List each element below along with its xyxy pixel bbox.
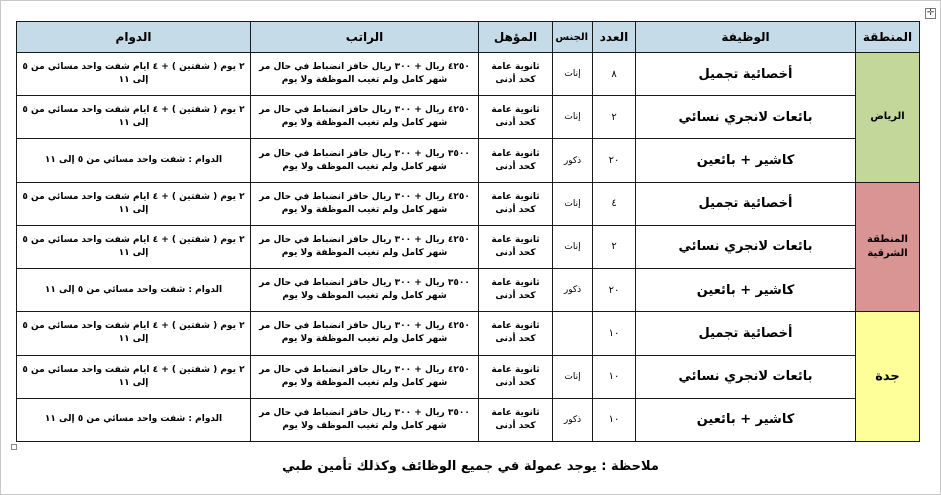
- gender-cell: إنات: [553, 355, 593, 398]
- hours-cell: ٢ يوم ( شفتين ) + ٤ ايام شفت واحد مسائي من ٥ إلى ١١: [17, 53, 251, 96]
- table-row: [17, 398, 920, 441]
- gender-cell: إنات: [553, 53, 593, 96]
- count-cell: ٨: [593, 53, 636, 96]
- hours-cell: الدوام : شفت واحد مسائي من ٥ إلى ١١: [17, 139, 251, 182]
- salary-cell: ٣٥٠٠ ريال + ٣٠٠ ريال حافز انضباط في حال مر شهر كامل ولم تغيب الموظف ولا يوم: [251, 398, 479, 441]
- header-hours: الدوام: [17, 22, 251, 53]
- region-cell-eastern: المنطقة الشرقية: [856, 182, 920, 312]
- header-qualification: المؤهل: [479, 22, 553, 53]
- count-cell: ١٠: [593, 312, 636, 355]
- qualification-cell: ثانوية عامة كحد أدنى: [479, 96, 553, 139]
- hours-cell: ٢ يوم ( شفتين ) + ٤ ايام شفت واحد مسائي من ٥ إلى ١١: [17, 225, 251, 268]
- gender-cell: إنات: [553, 96, 593, 139]
- hours-cell: ٢ يوم ( شفتين ) + ٤ ايام شفت واحد مسائي من ٥ إلى ١١: [17, 182, 251, 225]
- salary-cell: ٣٥٠٠ ريال + ٣٠٠ ريال حافز انضباط في حال مر شهر كامل ولم تغيب الموظف ولا يوم: [251, 269, 479, 312]
- region-cell-jeddah: جدة: [856, 312, 920, 442]
- gender-cell: إنات: [553, 182, 593, 225]
- count-cell: ٢٠: [593, 269, 636, 312]
- salary-cell: ٤٢٥٠ ريال + ٣٠٠ ريال حافز انضباط في حال مر شهر كامل ولم تغيب الموظفة ولا يوم: [251, 182, 479, 225]
- hours-cell: الدوام : شفت واحد مسائي من ٥ إلى ١١: [17, 398, 251, 441]
- header-region: المنطقة: [856, 22, 920, 53]
- table-row: [17, 355, 920, 398]
- job-cell: كاشير + بائعين: [636, 139, 856, 182]
- qualification-cell: ثانوية عامة كحد أدنى: [479, 139, 553, 182]
- header-job: الوظيفة: [636, 22, 856, 53]
- header-salary: الراتب: [251, 22, 479, 53]
- header-gender: الجنس: [553, 22, 593, 53]
- hours-cell: ٢ يوم ( شفتين ) + ٤ ايام شفت واحد مسائي من ٥ إلى ١١: [17, 312, 251, 355]
- count-cell: ٤: [593, 182, 636, 225]
- gender-cell: [553, 312, 593, 355]
- count-cell: ٢: [593, 225, 636, 268]
- salary-cell: ٤٢٥٠ ريال + ٣٠٠ ريال حافز انضباط في حال مر شهر كامل ولم تغيب الموظفة ولا يوم: [251, 96, 479, 139]
- jobs-table: [16, 21, 920, 442]
- job-cell: بائعات لانجري نسائي: [636, 96, 856, 139]
- qualification-cell: ثانوية عامة كحد أدنى: [479, 53, 553, 96]
- job-cell: أخصائية تجميل: [636, 53, 856, 96]
- footer-note: ملاحظة : يوجد عمولة في جميع الوظائف وكذلك تأمين طبي: [282, 459, 659, 474]
- job-cell: أخصائية تجميل: [636, 312, 856, 355]
- qualification-cell: ثانوية عامة كحد أدنى: [479, 182, 553, 225]
- qualification-cell: ثانوية عامة كحد أدنى: [479, 269, 553, 312]
- qualification-cell: ثانوية عامة كحد أدنى: [479, 225, 553, 268]
- count-cell: ٢٠: [593, 139, 636, 182]
- count-cell: ٢: [593, 96, 636, 139]
- salary-cell: ٤٢٥٠ ريال + ٣٠٠ ريال حافز انضباط في حال مر شهر كامل ولم تغيب الموظفة ولا يوم: [251, 312, 479, 355]
- qualification-cell: ثانوية عامة كحد أدنى: [479, 312, 553, 355]
- gender-cell: ذكور: [553, 139, 593, 182]
- table-row: [17, 182, 920, 225]
- salary-cell: ٤٢٥٠ ريال + ٣٠٠ ريال حافز انضباط في حال مر شهر كامل ولم تغيب الموظفة ولا يوم: [251, 53, 479, 96]
- qualification-cell: ثانوية عامة كحد أدنى: [479, 398, 553, 441]
- table-row: [17, 312, 920, 355]
- salary-cell: ٤٢٥٠ ريال + ٣٠٠ ريال حافز انضباط في حال مر شهر كامل ولم تغيب الموظفة ولا يوم: [251, 225, 479, 268]
- job-cell: كاشير + بائعين: [636, 269, 856, 312]
- count-cell: ١٠: [593, 355, 636, 398]
- job-cell: بائعات لانجري نسائي: [636, 355, 856, 398]
- table-row: [17, 96, 920, 139]
- header-count: العدد: [593, 22, 636, 53]
- table-row: [17, 53, 920, 96]
- hours-cell: ٢ يوم ( شفتين ) + ٤ ايام شفت واحد مسائي من ٥ إلى ١١: [17, 355, 251, 398]
- table-row: [17, 269, 920, 312]
- resize-square-icon[interactable]: [11, 444, 17, 450]
- salary-cell: ٣٥٠٠ ريال + ٣٠٠ ريال حافز انضباط في حال مر شهر كامل ولم تغيب الموظف ولا يوم: [251, 139, 479, 182]
- table-header-row: [17, 22, 920, 53]
- move-cross-icon[interactable]: ✛: [926, 8, 935, 18]
- count-cell: ١٠: [593, 398, 636, 441]
- job-cell: كاشير + بائعين: [636, 398, 856, 441]
- table-row: [17, 225, 920, 268]
- hours-cell: الدوام : شفت واحد مسائي من ٥ إلى ١١: [17, 269, 251, 312]
- gender-cell: إنات: [553, 225, 593, 268]
- job-cell: بائعات لانجري نسائي: [636, 225, 856, 268]
- job-cell: أخصائية تجميل: [636, 182, 856, 225]
- table-row: [17, 139, 920, 182]
- region-cell-riyadh: الرياض: [856, 53, 920, 183]
- qualification-cell: ثانوية عامة كحد أدنى: [479, 355, 553, 398]
- hours-cell: ٢ يوم ( شفتين ) + ٤ ايام شفت واحد مسائي من ٥ إلى ١١: [17, 96, 251, 139]
- salary-cell: ٤٢٥٠ ريال + ٣٠٠ ريال حافز انضباط في حال مر شهر كامل ولم تغيب الموظفة ولا يوم: [251, 355, 479, 398]
- gender-cell: ذكور: [553, 269, 593, 312]
- gender-cell: ذكور: [553, 398, 593, 441]
